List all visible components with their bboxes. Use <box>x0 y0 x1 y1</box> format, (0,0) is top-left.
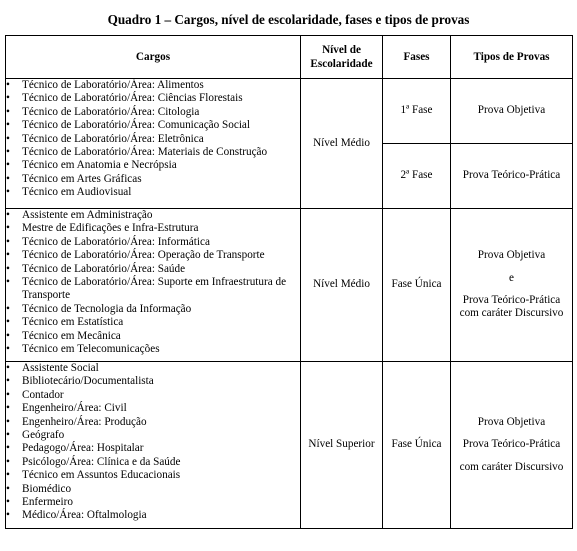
nivel-cell-group-1: Nível Médio <box>301 79 383 209</box>
list-item: • Técnico em Artes Gráficas <box>6 172 142 185</box>
bullet-icon: • <box>6 482 10 495</box>
list-item: • Enfermeiro <box>6 496 73 509</box>
bullet-icon: • <box>6 429 10 442</box>
bullet-icon: • <box>6 186 10 199</box>
cargos-cell-group-1 <box>6 79 301 209</box>
prova-line: com caráter Discursivo <box>459 460 564 473</box>
bullet-icon: • <box>6 262 10 275</box>
cargo-list-group-2 <box>6 209 300 356</box>
bullet-icon: • <box>6 455 10 468</box>
bullet-icon: • <box>6 343 10 356</box>
bullet-icon: • <box>6 249 10 262</box>
bullet-icon: • <box>6 388 10 401</box>
table-row-group-3 <box>6 362 573 529</box>
list-item: • Técnico de Laboratório/Área: Ciências Florestais <box>6 92 243 105</box>
list-item: • Geógrafo <box>6 429 65 442</box>
cargos-table <box>5 35 573 529</box>
fase-cell-group-1-1: 1ª Fase <box>383 79 451 144</box>
bullet-icon: • <box>6 105 10 118</box>
list-item: • Técnico em Estatística <box>6 316 124 329</box>
bullet-icon: • <box>6 92 10 105</box>
table-caption: Quadro 1 – Cargos, nível de escolaridade, fases e tipos de provas <box>107 12 470 27</box>
cargos-cell-group-2 <box>6 209 301 362</box>
prova-cell-group-1-1: Prova Objetiva <box>451 79 573 144</box>
nivel-cell-group-2: Nível Médio <box>301 209 383 362</box>
header-nivel-line2: Escolaridade <box>310 58 373 70</box>
bullet-icon: • <box>6 172 10 185</box>
bullet-icon: • <box>6 509 10 522</box>
list-item: • Técnico em Mecânica <box>6 329 121 342</box>
bullet-icon: • <box>6 469 10 482</box>
bullet-icon: • <box>6 209 10 221</box>
list-item: • Técnico de Tecnologia da Informação <box>6 302 192 315</box>
list-item: • Médico/Área: Oftalmologia <box>6 509 147 522</box>
list-item: • Técnico em Assuntos Educacionais <box>6 469 181 482</box>
cargo-list-group-3 <box>6 362 300 523</box>
list-item: • Bibliotecário/Documentalista <box>6 375 154 388</box>
list-item: • Biomédico <box>6 482 72 495</box>
bullet-icon: • <box>6 329 10 342</box>
bullet-icon: • <box>6 316 10 329</box>
list-item: • Pedagogo/Área: Hospitalar <box>6 442 144 455</box>
fase-cell-group-1-2: 2ª Fase <box>383 144 451 209</box>
bullet-icon: • <box>6 375 10 388</box>
list-item: • Técnico de Laboratório/Área: Alimentos <box>6 79 204 91</box>
list-item: • Psicólogo/Área: Clínica e da Saúde <box>6 455 181 468</box>
list-item: • Técnico em Audiovisual <box>6 186 132 199</box>
bullet-icon: • <box>6 496 10 509</box>
fase-cell-group-2: Fase Única <box>383 209 451 362</box>
list-item: • Assistente em Administração <box>6 209 153 221</box>
list-item: • Técnico de Laboratório/Área: Suporte em Infraestrutura de Transporte <box>6 276 287 302</box>
prova-cell-group-2 <box>451 209 573 362</box>
bullet-icon: • <box>6 79 10 91</box>
bullet-icon: • <box>6 276 10 289</box>
bullet-icon: • <box>6 362 10 374</box>
list-item: • Mestre de Edificações e Infra-Estrutura <box>6 222 199 235</box>
nivel-cell-group-3: Nível Superior <box>301 362 383 529</box>
table-row-group-2 <box>6 209 573 362</box>
bullet-icon: • <box>6 302 10 315</box>
prova-line: e <box>509 271 514 284</box>
bullet-icon: • <box>6 159 10 172</box>
prova-cell-group-1-2: Prova Teórico-Prática <box>451 144 573 209</box>
list-item: • Técnico de Laboratório/Área: Eletrônica <box>6 132 204 145</box>
list-item: • Técnico de Laboratório/Área: Saúde <box>6 262 186 275</box>
bullet-icon: • <box>6 119 10 132</box>
cargos-cell-group-3 <box>6 362 301 529</box>
list-item: • Técnico de Laboratório/Área: Materiais de Construção <box>6 146 268 159</box>
prova-line: Prova Teórico-Prática <box>462 294 561 306</box>
list-item: • Técnico de Laboratório/Área: Citologia <box>6 105 200 118</box>
bullet-icon: • <box>6 415 10 428</box>
list-item: • Técnico em Anatomia e Necrópsia <box>6 159 177 172</box>
list-item: • Contador <box>6 388 64 401</box>
bullet-icon: • <box>6 132 10 145</box>
list-item: • Técnico em Telecomunicações <box>6 343 160 356</box>
header-row <box>6 36 573 79</box>
prova-cell-group-3 <box>451 362 573 529</box>
prova-line: Prova Objetiva <box>477 415 546 428</box>
fase-cell-group-3: Fase Única <box>383 362 451 529</box>
list-item: • Técnico de Laboratório/Área: Informática <box>6 235 210 248</box>
header-tipos: Tipos de Provas <box>451 36 573 79</box>
bullet-icon: • <box>6 146 10 159</box>
header-cargos: Cargos <box>6 36 301 79</box>
list-item: • Técnico de Laboratório/Área: Comunicação Social <box>6 119 251 132</box>
header-nivel <box>301 36 383 79</box>
prova-line: com caráter Discursivo <box>459 307 564 320</box>
list-item: • Engenheiro/Área: Produção <box>6 415 147 428</box>
prova-line: Prova Objetiva <box>477 249 546 262</box>
list-item: • Assistente Social <box>6 362 99 374</box>
header-fases: Fases <box>383 36 451 79</box>
bullet-icon: • <box>6 222 10 235</box>
bullet-icon: • <box>6 402 10 415</box>
table-row-group-1-phase-1 <box>6 79 573 144</box>
bullet-icon: • <box>6 442 10 455</box>
list-item: • Técnico de Laboratório/Área: Operação de Transporte <box>6 249 265 262</box>
bullet-icon: • <box>6 235 10 248</box>
prova-line: Prova Teórico-Prática <box>462 438 561 451</box>
list-item: • Engenheiro/Área: Civil <box>6 402 127 415</box>
header-nivel-line1: Nível de <box>322 44 361 56</box>
cargo-list-group-1 <box>6 79 300 200</box>
